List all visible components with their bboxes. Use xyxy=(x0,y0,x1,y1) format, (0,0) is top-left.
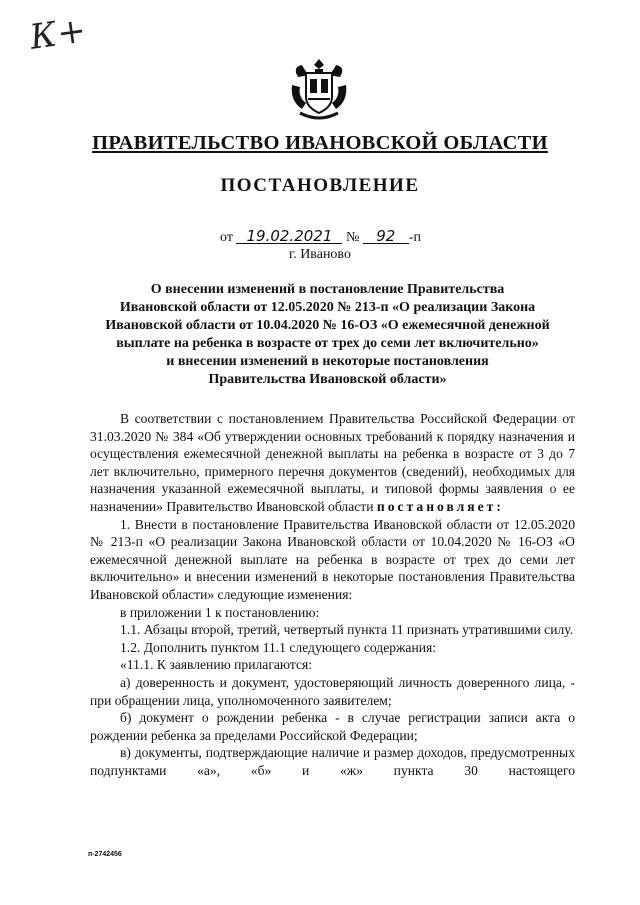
paragraph-item-11-1: «11.1. К заявлению прилагаются: xyxy=(120,657,313,673)
preamble-text: В соответствии с постановлением Правительства Российской Федерации от 31.03.2020 № 384 «Об утверждении основных требований к порядку назначения и осуществления ежемесячной денежной выплаты на ребенка в возрасте от 3 до 7 лет включительно, примерного перечня документов (сведений), необходимых для назначения указанной ежемесячной выплаты, и типовой формы заявления о ее назначении» Правительство Ивановской области xyxy=(90,411,575,514)
document-number: 92 xyxy=(363,229,409,244)
paragraph-sub-a: а) доверенность и документ, удостоверяющий личность доверенного лица, - при обращении лица, уполномоченного заявителем; xyxy=(90,674,575,708)
decree-word: постановляет: xyxy=(376,498,504,514)
date-prefix: от xyxy=(220,230,233,245)
paragraph-preamble xyxy=(90,410,575,516)
paragraph-appendix: в приложении 1 к постановлению: xyxy=(120,604,320,620)
heading-line: Правительства Ивановской области» xyxy=(208,372,447,387)
heading-line: Ивановской области от 12.05.2020 № 213-п «О реализации Закона xyxy=(119,300,536,315)
heading-line: и внесении изменений в некоторые постановления xyxy=(166,354,489,369)
heading-line: выплате на ребенка в возрасте от трех до семи лет включительно» xyxy=(116,336,539,351)
paragraph-item-1-1: 1.1. Абзацы второй, третий, четвертый пункта 11 признать утратившими силу. xyxy=(120,622,574,638)
heading-line: О внесении изменений в постановление Правительства xyxy=(150,282,505,297)
footer-code: п-2742456 xyxy=(88,851,122,858)
coat-of-arms-icon xyxy=(288,57,350,123)
document-body xyxy=(90,410,575,779)
government-title: ПРАВИТЕЛЬСТВО ИВАНОВСКОЙ ОБЛАСТИ xyxy=(92,132,548,154)
document-date: 19.02.2021 xyxy=(236,229,342,244)
paragraph-item-1-2: 1.2. Дополнить пунктом 11.1 следующего содержания: xyxy=(120,639,437,655)
paragraph-item-1: 1. Внести в постановление Правительства Ивановской области от 12.05.2020 № 213-п «О реализации Закона Ивановской области от 10.04.2020 № 16-ОЗ «О ежемесячной денежной выплате на ребенка в возрасте от трех до семи лет включительно» и внесении изменений в некоторые постановления Правительства Ивановской области» следующие изменения: xyxy=(90,516,575,602)
number-suffix: -п xyxy=(408,230,421,245)
handwritten-mark: К+ xyxy=(27,10,90,58)
heading-line: Ивановской области от 10.04.2020 № 16-ОЗ «О ежемесячной денежной xyxy=(105,318,550,333)
paragraph-sub-v: в) документы, подтверждающие наличие и размер доходов, предусмотренных подпунктами «а», «б» и «ж» пункта 30 настоящего xyxy=(90,745,575,778)
date-number-line xyxy=(220,229,421,246)
paragraph-sub-b: б) документ о рождении ребенка - в случае регистрации записи акта о рождении ребенка за пределами Российской Федерации; xyxy=(90,710,575,743)
document-type: ПОСТАНОВЛЕНИЕ xyxy=(220,175,420,196)
number-sign: № xyxy=(345,230,360,245)
document-heading xyxy=(90,281,565,389)
city-name: г. Иваново xyxy=(289,247,351,262)
